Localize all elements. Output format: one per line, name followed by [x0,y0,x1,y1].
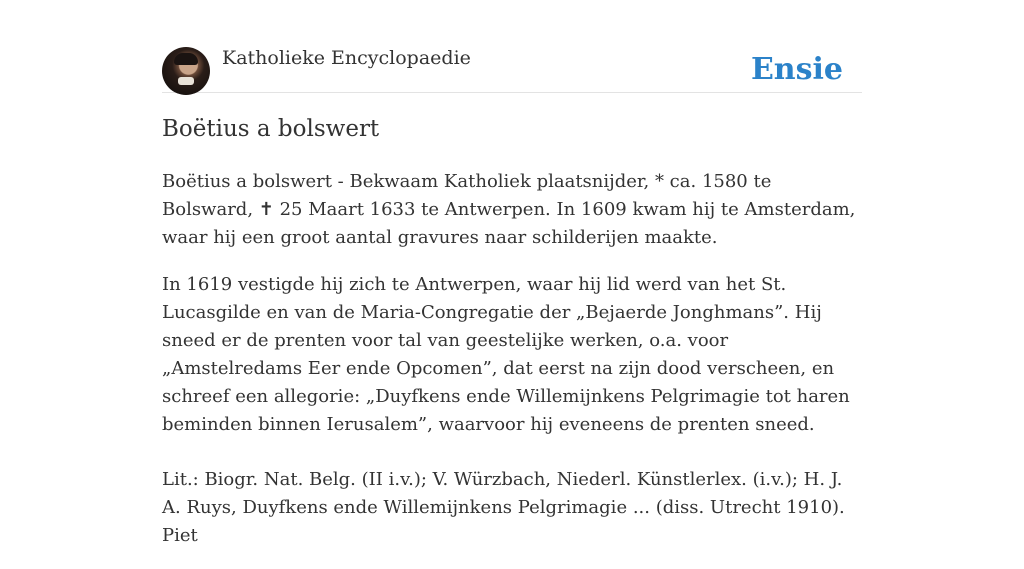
article-paragraph: Boëtius a bolswert - Bekwaam Katholiek plaatsnijder, * ca. 1580 te Bolsward, ✝ 25 Maart 1633 te Antwerpen. In 1609 kwam hij te Amsterdam, waar hij een groot aantal gravures naar schilderijen maakte. [162,171,856,248]
article-body [162,168,864,569]
article-title: Boëtius a bolswert [162,116,380,142]
avatar-collar [178,77,194,85]
site-header [162,46,862,93]
literature-paragraph: Lit.: Biogr. Nat. Belg. (II i.v.); V. Würzbach, Niederl. Künstlerlex. (i.v.); H. J. A. Ruys, Duyfkens ende Willemijnkens Pelgrimagie ... (diss. Utrecht 1910). Piet [162,469,845,546]
author-avatar[interactable] [162,47,210,95]
encyclopedia-name[interactable]: Katholieke Encyclopaedie [222,47,471,69]
avatar-hair [174,53,198,65]
ensie-logo[interactable]: Ensie [750,52,843,87]
article-paragraph: In 1619 vestigde hij zich te Antwerpen, waar hij lid werd van het St. Lucasgilde en van de Maria-Congregatie der „Bejaerde Jonghmans”. Hij sneed er de prenten voor tal van geestelijke werken, o.a. voor „Amstelredams Eer ende Opcomen”, dat eerst na zijn dood verscheen, en schreef een allegorie: „Duyfkens ende Willemijnkens Pelgrimagie tot haren beminden binnen Ierusalem”, waarvoor hij eveneens de prenten sneed. [162,274,850,435]
